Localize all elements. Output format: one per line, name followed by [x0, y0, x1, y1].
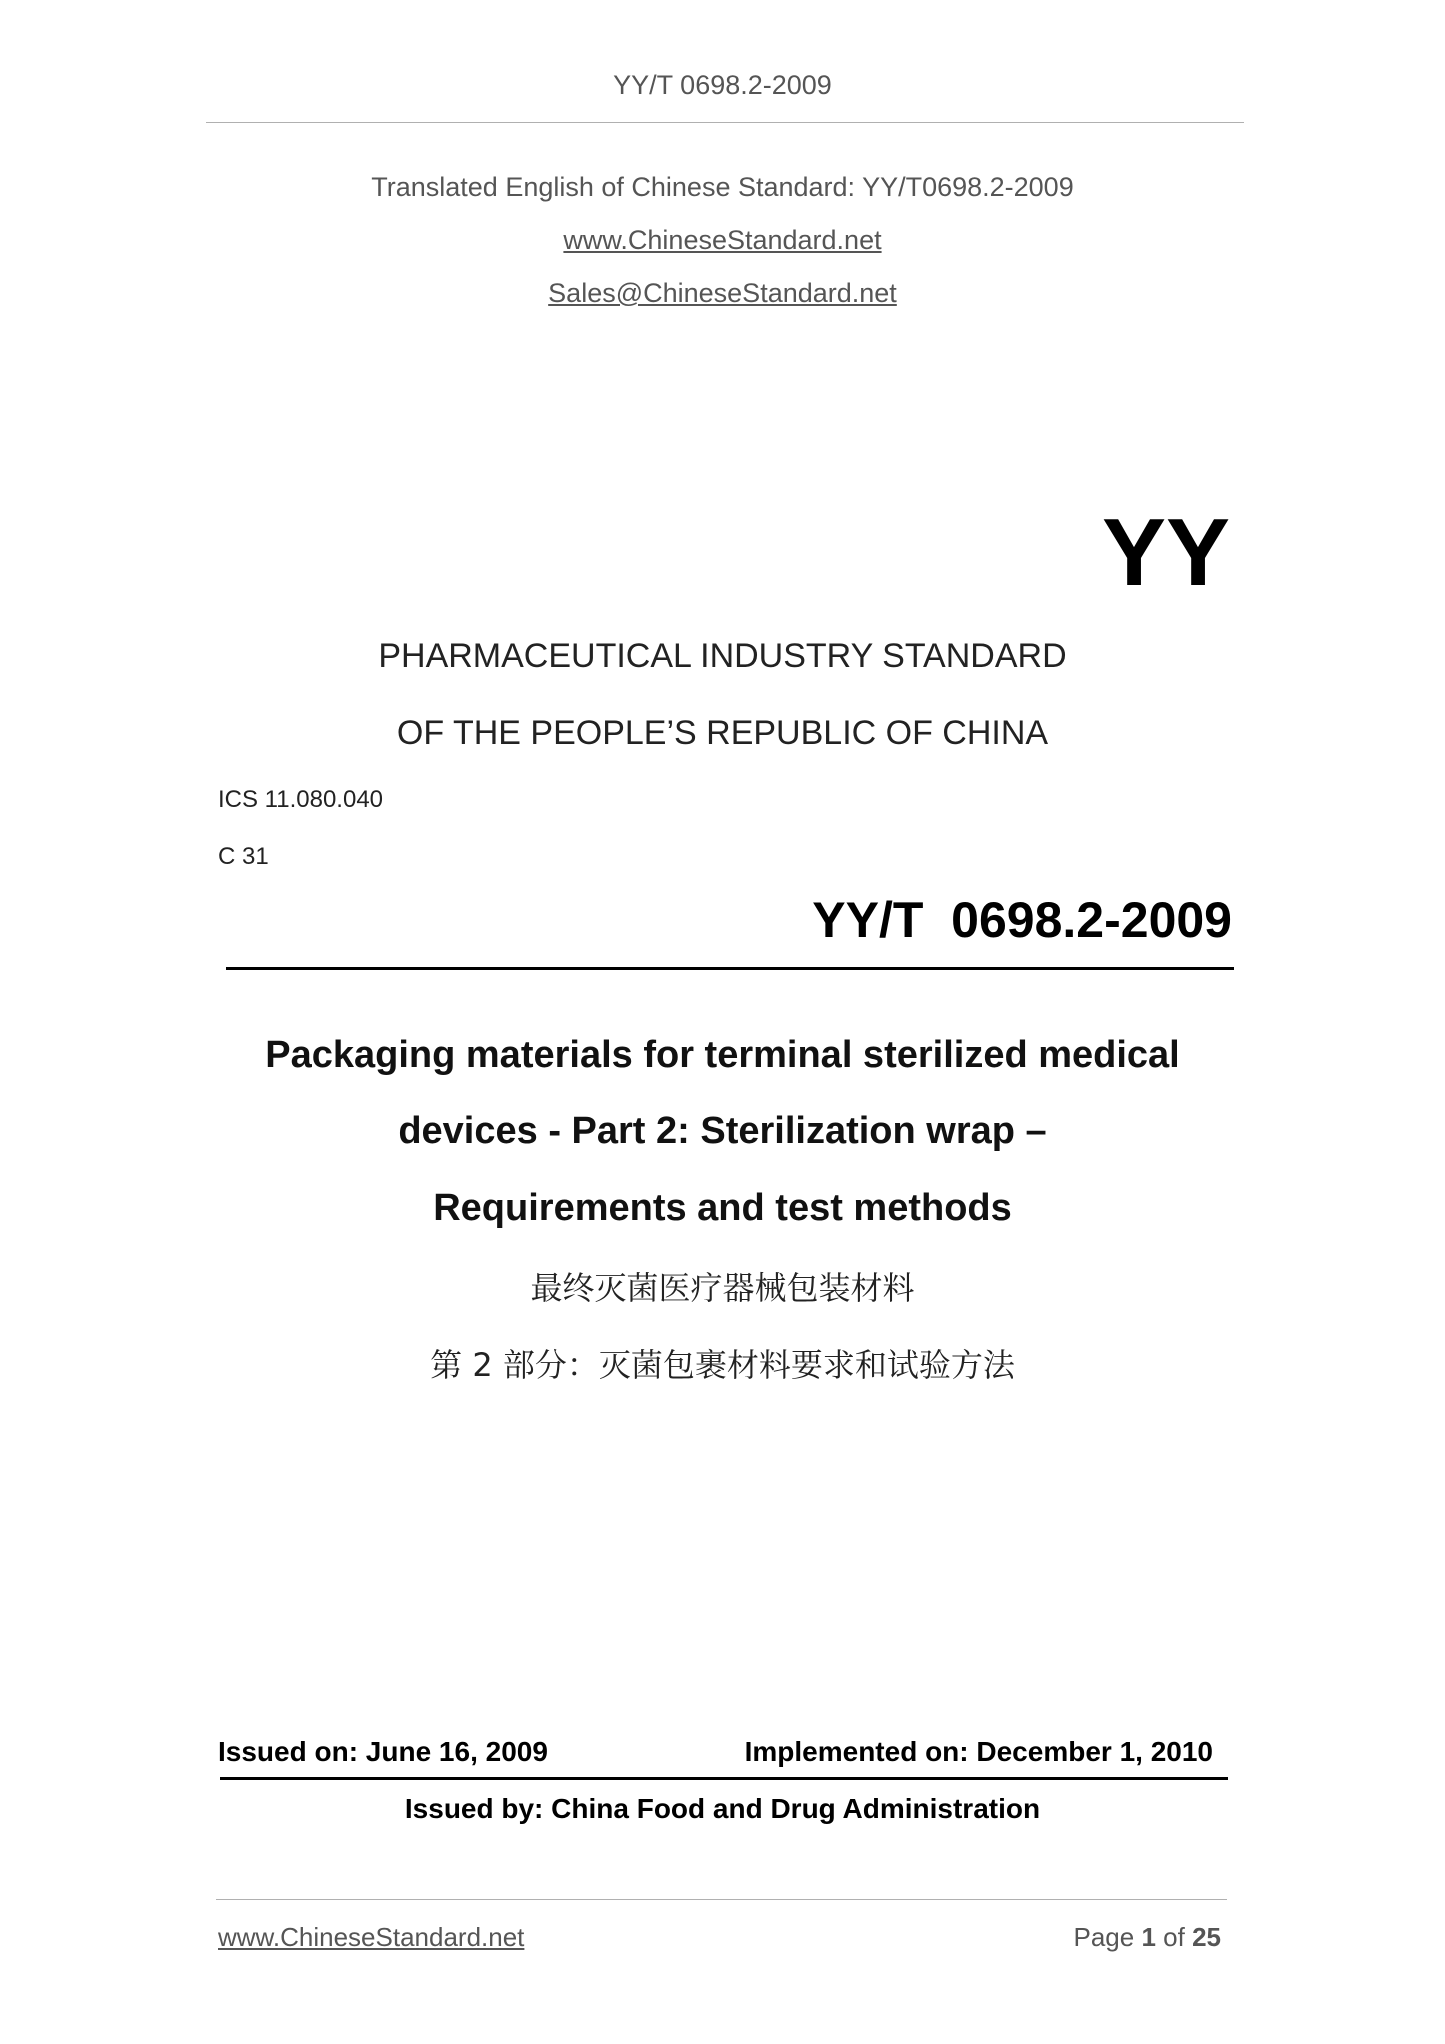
organization-line-2: OF THE PEOPLE’S REPUBLIC OF CHINA [396, 714, 1049, 752]
issue-date-rule [220, 1777, 1228, 1780]
footer-divider [216, 1899, 1227, 1900]
title-line-1: Packaging materials for terminal sterilized medical [265, 1034, 1180, 1076]
standard-logo: YY [1101, 499, 1230, 606]
translation-note: Translated English of Chinese Standard: YY/T0698.2-2009 [371, 172, 1074, 202]
page-current: 1 [1141, 1922, 1156, 1952]
website-link-text[interactable]: www.ChineseStandard.net [563, 225, 882, 255]
ics-code: ICS 11.080.040 [218, 786, 384, 813]
title-line-3: Requirements and test methods [433, 1187, 1012, 1229]
header-divider [206, 122, 1244, 123]
footer-website-link[interactable]: www.ChineseStandard.net [218, 1922, 525, 1952]
organization-line-1: PHARMACEUTICAL INDUSTRY STANDARD [378, 637, 1067, 675]
page-total: 25 [1192, 1922, 1221, 1952]
implemented-on-date: Implemented on: December 1, 2010 [744, 1736, 1213, 1767]
email-link[interactable] [0, 278, 1445, 309]
page-prefix: Page [1073, 1922, 1135, 1952]
chinese-title-line-2: 第 2 部分：灭菌包裹材料要求和试验方法 [430, 1346, 1015, 1384]
page-counter [1073, 1922, 1221, 1953]
website-link[interactable] [0, 225, 1445, 256]
standard-number: YY/T 0698.2-2009 [812, 892, 1232, 948]
page-of: of [1163, 1922, 1185, 1952]
issued-on-date: Issued on: June 16, 2009 [218, 1736, 548, 1767]
running-header: YY/T 0698.2-2009 [613, 70, 832, 100]
issued-by: Issued by: China Food and Drug Administration [404, 1793, 1041, 1824]
chinese-title-line-1: 最终灭菌医疗器械包装材料 [530, 1269, 915, 1307]
standard-number-rule [226, 967, 1234, 970]
title-line-2: devices - Part 2: Sterilization wrap – [398, 1110, 1047, 1152]
ccs-code: C 31 [218, 843, 269, 870]
email-link-text[interactable]: Sales@ChineseStandard.net [548, 278, 897, 308]
